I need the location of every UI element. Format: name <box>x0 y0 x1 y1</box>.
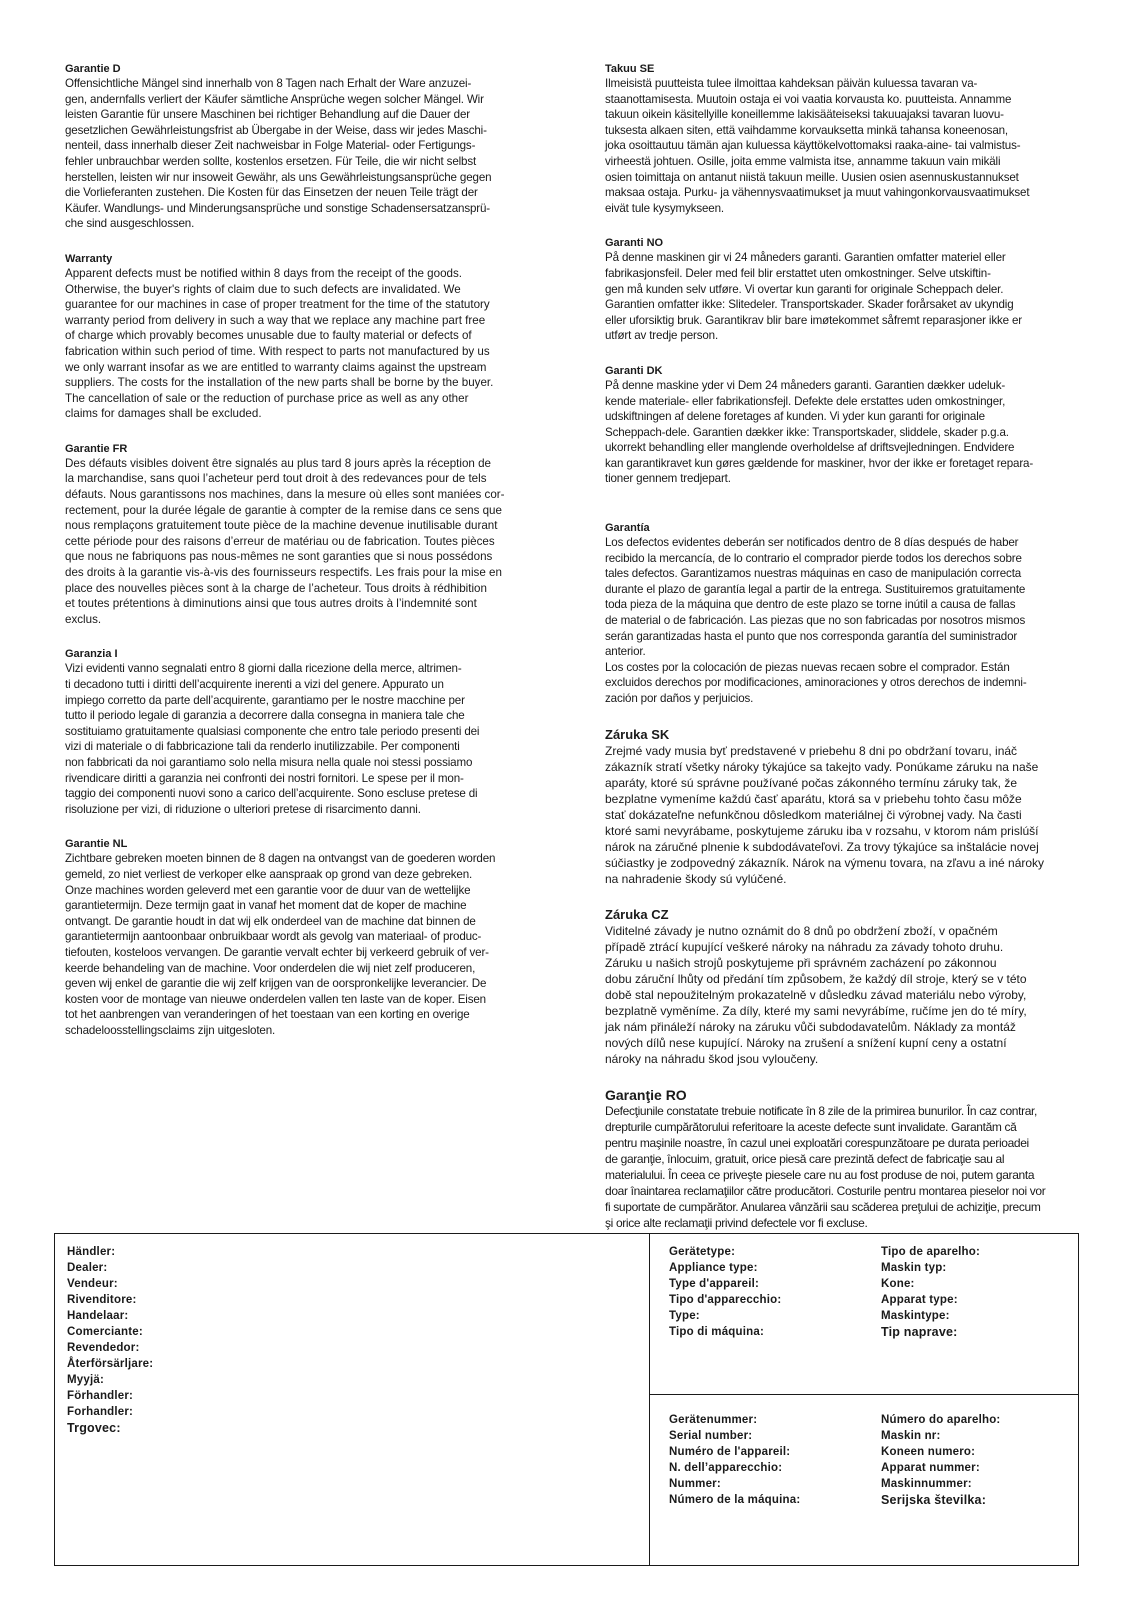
type-label: Gerätetype: <box>669 1246 736 1258</box>
section-text: Offensichtliche Mängel sind innerhalb von 8 Tagen nach Erhalt der Ware anzuzei- gen, andernfalls verliert der Käufer sämtliche Ansprüche wegen solcher Mängel. Wir leisten Garantie für unsere Maschinen bei richtiger Behandlung auf die Dauer der gesetzlichen Gewährleistungsfrist ab Übergabe in der Weise, dass wir jedes Maschi- nenteil, dass innerhalb dieser Zeit nachweisbar in Folge Material- oder Fertigungs- fehler unbrauchbar werden sollte, kostenlos ersetzen. Für Teile, die wir nicht selbst herstellen, leisten wir nur insoweit Gewähr, als uns Gewährleistungsansprüche gegen die Vorlieferanten zustehen. Die Kosten für das Einsetzen der neuen Teile trägt der Käufer. Wandlungs- und Minderungsansprüche und sonstige Schadensersatzansprü- che sind ausgeschlossen. <box>65 77 492 231</box>
section-text: På denne maskine yder vi Dem 24 måneders garanti. Garantien dækker udeluk- kende materiale- eller fabrikationsfejl. Defekte dele erstattes uden omkostninger, udskiftningen af delene foretages af kunden. Vi yder kun garanti for originale Scheppach-dele. Garantien dækker ikke: Transportskader, sliddele, skader p.g.a. ukorrekt behandling eller manglende overholdelse af driftsvejledningen. Endvidere kan garantikravet kun gøres gældende for maskiner, hvor der ikke er foretaget repara- tioner gennem tredjepart. <box>605 378 1034 486</box>
warranty-section-it <box>65 647 561 817</box>
dealer-label: Vendeur: <box>67 1278 118 1290</box>
left-column <box>65 62 561 1058</box>
dealer-label: Trgovec: <box>67 1421 121 1435</box>
dealer-label: Förhandler: <box>67 1390 134 1402</box>
type-label: Type d'appareil: <box>669 1278 760 1290</box>
serial-label: Koneen numero: <box>881 1446 976 1458</box>
section-text: På denne maskinen gir vi 24 måneders garanti. Garantien omfatter materiel eller fabrikasjonsfeil. Deler med feil blir erstattet uten omkostninger. Selve utskiftin- gen må kunden selv utføre. Vi overtar kun garanti for originale Scheppach deler. Garantien omfatter ikke: Slitedeler. Transportskader. Skader forårsaket av ukyndig eller uforsiktig bruk. Garantikrav blir bare imøtekommet såfremt reparasjoner ikke er utført av tredje person. <box>605 251 1023 343</box>
serial-number-field[interactable] <box>669 1412 800 1508</box>
appliance-type-field[interactable] <box>669 1244 781 1340</box>
type-label: Tipo di máquina: <box>669 1326 764 1338</box>
section-title: Takuu SE <box>605 63 655 75</box>
section-title: Warranty <box>65 252 113 265</box>
warranty-section-fr <box>65 442 561 628</box>
section-text: Apparent defects must be notified within 8 days from the receipt of the goods. Otherwise, the buyer's rights of claim due to such defects are invalidated. We guarantee for our machines in case of proper treatment for the time of the statutory warranty period from delivery in such a way that we replace any machine part free of charge which provably becomes unusable due to faulty material or defects of fabrication within such period of time. With respect to parts not manufactured by us we only warrant insofar as we are entitled to warranty claims against the upstream suppliers. The costs for the installation of the new parts shall be borne by the buyer. The cancellation of sale or the reduction of purchase price as well as any other claims for damages shall be excluded. <box>65 266 494 421</box>
dealer-label: Återförsärljare: <box>67 1358 154 1370</box>
dealer-label: Forhandler: <box>67 1406 134 1418</box>
section-text: Los defectos evidentes deberán ser notificados dentro de 8 días después de haber recibido la mercancía, de lo contrario el comprador pierde todos los derechos sobre tales defectos. Garantizamos nuestras máquinas en caso de manipulación correcta durante el plazo de garantía legal a partir de la entrega. Sustituiremos gratuitamente toda pieza de la máquina que dentro de este plazo se torne inútil a causa de fallas de material o de fabricación. Las piezas que no son fabricadas por nosotros mismos serán garantizadas hasta el punto que nos corresponda garantía del suministrador anterior. Los costes por la colocación de piezas nuevas recaen sobre el comprador. Están excluidos derechos por modificaciones, aminoraciones y otros derechos de indemni- zación por daños y perjuicios. <box>605 536 1027 705</box>
section-title: Garantie FR <box>65 442 128 455</box>
dealer-label: Rivenditore: <box>67 1294 137 1306</box>
type-label: Maskintype: <box>881 1310 950 1322</box>
warranty-section-fi <box>605 62 1100 216</box>
type-label: Apparat type: <box>881 1294 958 1306</box>
type-label: Tipo d'apparecchio: <box>669 1294 782 1306</box>
serial-label: Nummer: <box>669 1478 721 1490</box>
section-title: Garantía <box>605 522 650 535</box>
appliance-type-field-b <box>881 1244 980 1340</box>
section-title: Garanzia I <box>65 648 118 661</box>
warranty-section-dk <box>605 364 1100 487</box>
right-column <box>605 62 1100 1251</box>
dealer-label: Dealer: <box>67 1262 108 1274</box>
type-label: Type: <box>669 1310 700 1322</box>
warranty-section-nl <box>65 837 561 1038</box>
horizontal-divider <box>649 1394 1078 1395</box>
section-text: Vizi evidenti vanno segnalati entro 8 giorni dalla ricezione della merce, altrimen- ti decadono tutti i diritti dell’acquirente inerenti a vizi del genere. Appurato un impiego corretto da parte dell’acquirente, garantiamo per le nostre macchine per tutto il periodo legale di garanzia a decorrere dalla consegna in maniera tale che sostituiamo gratuitamente qualsiasi componente che entro tale periodo presenti dei vizi di materiale o di fabbricazione tali da renderlo inutilizzabile. Per componenti non fabbricati da noi garantiamo solo nella misura nella quale noi stessi possiamo rivendicare diritti a garanzia nei confronti dei nostri fornitori. Le spese per il mon- taggio dei componenti nuovi sono a carico dell’acquirente. Sono escluse pretese di risoluzione per vizi, di riduzione o ulteriori pretese di risarcimento danni. <box>65 662 480 816</box>
serial-label: Gerätenummer: <box>669 1414 758 1426</box>
section-text: Des défauts visibles doivent être signalés au plus tard 8 jours après la réception de la marchandise, sans quoi l’acheteur perd tout droit à des redevances pour de tels défauts. Nous garantissons nos machines, dans la mesure où elles sont maniées cor- rectement, pour la durée légale de garantie à compter de la remise dans ce sens que nous remplaçons gratuitement toute pièce de la machine devenue inutilisable durant cette période pour des raisons d’erreur de matériau ou de fabrication. Toutes pièces que nous ne fabriquons pas nous-mêmes ne sont garanties que si nous possédons des droits à la garantie vis-à-vis des fournisseurs respectifs. Les frais pour la mise en place des nouvelles pièces sont à la charge de l’acheteur. Tous droits à rédhibition et toutes prétentions à diminutions ainsi que tous autres droits à l’indemnité sont exclus. <box>65 456 505 626</box>
serial-label: Apparat nummer: <box>881 1462 980 1474</box>
section-text: Zichtbare gebreken moeten binnen de 8 dagen na ontvangst van de goederen worden gemeld, zo niet verliest de verkoper elke aanspraak op grond van deze gebreken. Onze machines worden geleverd met een garantie voor de duur van de wettelijke garantietermijn. Deze termijn gaat in vanaf het moment dat de koper de machine ontvangt. De garantie houdt in dat wij elk onderdeel van de machine dat binnen de garantietermijn aantoonbaar onbruikbaar wordt als gevolg van materiaal- of produc- tiefouten, kosteloos vervangen. De garantie vervalt echter bij verkeerd gebruik of ver- keerde behandeling van de machine. Voor onderdelen die wij niet zelf produceren, geven wij enkel de garantie die wij zelf krijgen van de oorspronkelijke leverancier. De kosten voor de montage van nieuwe onderdelen vallen ten laste van de koper. Eisen tot het aanbrengen van veranderingen of het toestaan van een korting en overige schadeloosstellingsclaims zijn uitgesloten. <box>65 852 496 1037</box>
warranty-section-sk <box>605 727 1100 887</box>
serial-label: Maskinnummer: <box>881 1478 972 1490</box>
section-text: Viditelné závady je nutno oznámit do 8 dnů po obdržení zboží, v opačném případě ztrácí kupující veškeré nároky na náhradu za závady tohoto druhu. Záruku u našich strojů poskytujeme při správném zacházení po zákonnou dobu záruční lhůty od předání tím způsobem, že každý díl stroje, který se v této době stal nepoužitelným prokazatelně v důsledku závad materiálu nebo výroby, bezplatně vyměníme. Za díly, které my sami nevyrábíme, ručíme jen do té míry, jak nám přináleží nároky na záruku vůči subdodavatelům. Náklady za montáž nových dílů nese kupující. Nároky na zrušení a snížení kupní ceny a ostatní nároky na náhradu škod jsou vyloučeny. <box>605 923 1027 1066</box>
type-label: Tip naprave: <box>881 1325 958 1339</box>
dealer-label: Comerciante: <box>67 1326 143 1338</box>
section-text: Defecţiunile constatate trebuie notificate în 8 zile de la primirea bunurilor. În caz contrar, drepturile cumpărătorului referitoare la aceste defecte sunt invalidate. Garantăm că pentru maşinile noastre, în cazul unei exploatări corespunzătoare pe durata perioadei de garanţie, înlocuim, gratuit, orice piesă care prezintă defect de fabricaţie sau al materialului. În ceea ce priveşte piesele care nu au fost produse de noi, putem garanta doar înaintarea reclamaţiilor către producători. Costurile pentru montarea pieselor noi vor fi suportate de cumpărător. Anularea vânzării sau scăderea preţului de achiziţie, precum şi orice alte reclamaţii privind defectele vor fi excluse. <box>605 1103 1046 1230</box>
serial-label: Numéro de l'appareil: <box>669 1446 791 1458</box>
dealer-label: Myyjä: <box>67 1374 104 1386</box>
warranty-form-box <box>54 1233 1079 1566</box>
dealer-label: Revendedor: <box>67 1342 140 1354</box>
serial-label: Serijska številka: <box>881 1493 987 1507</box>
section-text: Ilmeisistä puutteista tulee ilmoittaa kahdeksan päivän kuluessa tavaran va- staanottamisesta. Muutoin ostaja ei voi vaatia korvausta ko. puutteista. Annamme takuun oikein käsitellyille koneillemme lakisääteiseksi takuuajaksi tavaran luovu- tuksesta alkaen siten, että vaihdamme korvauksetta minkä tahansa koneenosan, joka osoittautuu tämän ajan kuluessa käyttökelvottomaksi raaka-aine- tai valmistus- virheestä johtuen. Osille, joita emme valmista itse, annamme takuun vain mikäli osien toimittaja on antanut niistä takuun meille. Uusien osien asennuskustannukset maksaa ostaja. Purku- ja vähennysvaatimukset ja muut vahingonkorvausvaatimukset eivät tule kysymykseen. <box>605 77 1030 215</box>
section-title: Garanti DK <box>605 364 663 377</box>
serial-label: Número do aparelho: <box>881 1414 1001 1426</box>
vertical-divider <box>649 1234 650 1565</box>
type-label: Tipo de aparelho: <box>881 1246 981 1258</box>
serial-number-field-b <box>881 1412 1000 1508</box>
warranty-section-cz <box>605 907 1100 1067</box>
dealer-label: Handelaar: <box>67 1310 129 1322</box>
warranty-section-es <box>605 521 1100 707</box>
warranty-section-no <box>605 236 1100 344</box>
serial-label: Maskin nr: <box>881 1430 941 1442</box>
serial-label: N. dell’apparecchio: <box>669 1462 783 1474</box>
section-title: Garanţie RO <box>605 1086 687 1103</box>
type-label: Maskin typ: <box>881 1262 947 1274</box>
warranty-section-en <box>65 252 561 422</box>
section-title: Garanti NO <box>605 237 664 250</box>
type-label: Kone: <box>881 1278 915 1290</box>
dealer-field[interactable] <box>67 1244 153 1436</box>
section-title: Garantie NL <box>65 838 128 851</box>
section-title: Záruka SK <box>605 726 670 742</box>
warranty-section-de <box>65 62 561 232</box>
section-title: Záruka CZ <box>605 906 669 922</box>
dealer-label: Händler: <box>67 1246 116 1258</box>
warranty-section-ro <box>605 1087 1100 1231</box>
section-title: Garantie D <box>65 63 121 75</box>
serial-label: Número de la máquina: <box>669 1494 801 1506</box>
section-text: Zrejmé vady musia byť predstavené v priebehu 8 dni po obdržaní tovaru, ináč zákazník stratí všetky nároky týkajúce sa takejto vady. Ponúkame záruku na naše aparáty, ktoré sú správne používané počas zákonného termínu záruky tak, že bezplatne vymeníme každú časť aparátu, ktorá sa v priebehu tohto času môže stať dokázateľne nefunkčnou dôsledkom materiálnej či výrobnej vady. Na časti ktoré sami nevyrábame, poskytujeme záruku iba v rozsahu, v ktorom nám prislúší nárok na záručné plnenie k subdodávateľovi. Za trovy týkajúce sa inštalácie novej súčiastky je zodpovedný zákazník. Nárok na výmenu tovara, na zľavu a iné nároky na nahradenie škody sú vylúčené. <box>605 743 1045 886</box>
serial-label: Serial number: <box>669 1430 753 1442</box>
type-label: Appliance type: <box>669 1262 758 1274</box>
